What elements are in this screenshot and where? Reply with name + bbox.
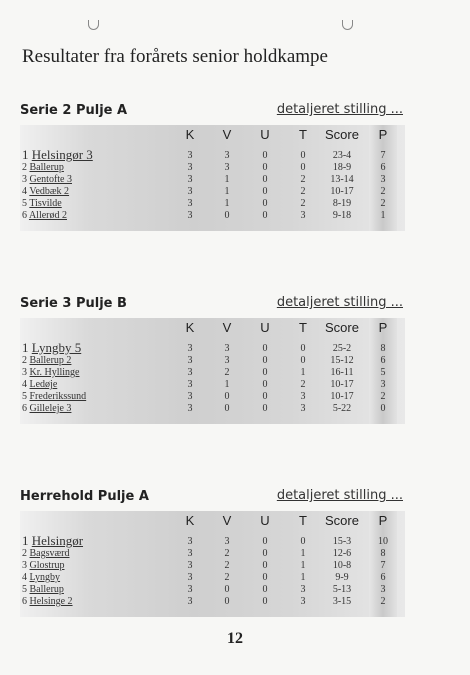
- stat-cell: 6: [380, 162, 386, 173]
- stat-cell: 8-19: [332, 198, 352, 209]
- section-serie-3-pulje-b: [20, 296, 405, 424]
- stat-cell: 2: [300, 379, 306, 390]
- stat-cell: 12-6: [332, 548, 352, 559]
- team-name-link[interactable]: Ballerup: [29, 584, 64, 595]
- team-name-link[interactable]: Helsinge 2: [29, 596, 73, 607]
- standings-table: [20, 511, 405, 617]
- stat-cell: 0: [262, 210, 268, 221]
- column-header: K: [185, 320, 195, 335]
- team-cell: [22, 198, 62, 209]
- column-header: K: [185, 513, 195, 528]
- team-cell: [22, 379, 57, 390]
- punch-hole-left: [88, 20, 99, 30]
- stat-cell: 0: [262, 379, 268, 390]
- stat-cell: 3: [187, 162, 193, 173]
- stat-cell: 0: [262, 198, 268, 209]
- stat-cell: 8: [380, 343, 386, 354]
- stat-cell: 2: [224, 572, 230, 583]
- stat-cell: 0: [262, 174, 268, 185]
- column-header: U: [260, 127, 270, 142]
- stat-cell: 3: [380, 379, 386, 390]
- stat-cell: 1: [380, 210, 386, 221]
- team-name-link[interactable]: Bagsværd: [29, 548, 70, 559]
- stat-cell: 3: [187, 596, 193, 607]
- stat-cell: 2: [380, 391, 386, 402]
- stat-cell: 0: [224, 596, 230, 607]
- stat-cell: 0: [224, 210, 230, 221]
- column-header: V: [222, 127, 232, 142]
- stat-cell: 0: [300, 150, 306, 161]
- stat-cell: 3: [187, 536, 193, 547]
- team-cell: [22, 355, 71, 366]
- team-name-link[interactable]: Gentofte 3: [29, 174, 72, 185]
- table-row: [20, 403, 405, 416]
- team-cell: [22, 596, 73, 607]
- section-serie-2-pulje-a: [20, 103, 405, 231]
- stat-cell: 9-9: [335, 572, 349, 583]
- stat-cell: 3: [380, 174, 386, 185]
- team-name-link[interactable]: Lyngby 5: [31, 340, 82, 355]
- punch-hole-right: [342, 20, 353, 30]
- stat-cell: 0: [262, 150, 268, 161]
- stat-cell: 3: [224, 162, 230, 173]
- stat-cell: 3: [187, 403, 193, 414]
- stat-cell: 2: [224, 367, 230, 378]
- stat-cell: 0: [224, 391, 230, 402]
- table-row: [20, 596, 405, 609]
- stat-cell: 2: [380, 596, 386, 607]
- rank: 5: [22, 584, 27, 595]
- stat-cell: 2: [300, 186, 306, 197]
- stat-cell: 13-14: [330, 174, 354, 185]
- table-row: [20, 340, 405, 353]
- stat-cell: 3: [224, 343, 230, 354]
- stat-cell: 0: [262, 391, 268, 402]
- stat-cell: 8: [380, 548, 386, 559]
- stat-cell: 0: [262, 403, 268, 414]
- team-cell: [22, 533, 83, 549]
- column-header: U: [260, 320, 270, 335]
- stat-cell: 3: [187, 186, 193, 197]
- column-header: P: [378, 127, 388, 142]
- stat-cell: 3: [187, 391, 193, 402]
- rank: 6: [22, 403, 27, 414]
- team-name-link[interactable]: Ballerup: [29, 162, 64, 173]
- team-name-link[interactable]: Glostrup: [29, 560, 65, 571]
- team-name-link[interactable]: Kr. Hyllinge: [29, 367, 80, 378]
- table-row: [20, 533, 405, 546]
- stat-cell: 0: [262, 355, 268, 366]
- standings-table: [20, 318, 405, 424]
- stat-cell: 3: [224, 355, 230, 366]
- team-name-link[interactable]: Gilleleje 3: [29, 403, 72, 414]
- rank: 2: [22, 162, 27, 173]
- section-title: Serie 2 Pulje A: [20, 103, 128, 118]
- stat-cell: 0: [300, 343, 306, 354]
- stat-cell: 25-2: [332, 343, 352, 354]
- standings-table: [20, 125, 405, 231]
- rank: 3: [22, 560, 27, 571]
- stat-cell: 7: [380, 560, 386, 571]
- rank: 3: [22, 367, 27, 378]
- stat-cell: 10-8: [332, 560, 352, 571]
- stat-cell: 0: [262, 572, 268, 583]
- rank: 2: [22, 355, 27, 366]
- column-header: T: [299, 320, 307, 335]
- rank: 1: [22, 340, 29, 355]
- stat-cell: 0: [262, 536, 268, 547]
- team-cell: [22, 548, 70, 559]
- stat-cell: 23-4: [332, 150, 352, 161]
- rank: 1: [22, 533, 29, 548]
- stat-cell: 3: [224, 536, 230, 547]
- team-name-link[interactable]: Helsingør: [31, 533, 84, 548]
- stat-cell: 18-9: [332, 162, 352, 173]
- rank: 5: [22, 391, 27, 402]
- stat-cell: 1: [224, 379, 230, 390]
- stat-cell: 1: [300, 548, 306, 559]
- column-header: Score: [325, 513, 359, 528]
- stat-cell: 9-18: [332, 210, 352, 221]
- detailed-standings-link[interactable]: detaljeret stilling ...: [276, 102, 403, 117]
- team-name-link[interactable]: Allerød 2: [28, 210, 67, 221]
- column-header: T: [299, 127, 307, 142]
- stat-cell: 3: [187, 548, 193, 559]
- stat-cell: 3: [300, 584, 306, 595]
- stat-cell: 0: [224, 584, 230, 595]
- stat-cell: 1: [224, 174, 230, 185]
- team-name-link[interactable]: Frederikssund: [29, 391, 87, 402]
- rank: 1: [22, 147, 29, 162]
- column-header: U: [260, 513, 270, 528]
- team-cell: [22, 147, 93, 163]
- stat-cell: 5-22: [332, 403, 352, 414]
- table-row: [20, 147, 405, 160]
- stat-cell: 10-17: [330, 379, 354, 390]
- team-name-link[interactable]: Ledøje: [29, 379, 58, 390]
- stat-cell: 1: [224, 198, 230, 209]
- stat-cell: 2: [300, 174, 306, 185]
- stat-cell: 2: [224, 548, 230, 559]
- stat-cell: 1: [300, 367, 306, 378]
- stat-cell: 0: [224, 403, 230, 414]
- stat-cell: 16-11: [330, 367, 354, 378]
- section-header: [20, 103, 405, 123]
- stat-cell: 15-3: [332, 536, 352, 547]
- rank: 2: [22, 548, 27, 559]
- stat-cell: 0: [262, 186, 268, 197]
- stat-cell: 0: [262, 343, 268, 354]
- stat-cell: 3: [187, 355, 193, 366]
- page-number: 12: [227, 630, 243, 647]
- team-cell: [22, 572, 60, 583]
- team-cell: [22, 186, 69, 197]
- team-cell: [22, 403, 71, 414]
- stat-cell: 3: [187, 560, 193, 571]
- section-title: Herrehold Pulje A: [20, 489, 149, 504]
- column-header: Score: [325, 127, 359, 142]
- team-name-link[interactable]: Vedbæk 2: [29, 186, 70, 197]
- team-name-link[interactable]: Ballerup 2: [29, 355, 72, 366]
- team-cell: [22, 584, 64, 595]
- stat-cell: 0: [262, 584, 268, 595]
- stat-cell: 2: [224, 560, 230, 571]
- stat-cell: 10: [378, 536, 388, 547]
- stat-cell: 1: [300, 572, 306, 583]
- stat-cell: 0: [300, 536, 306, 547]
- stat-cell: 3: [187, 210, 193, 221]
- stat-cell: 1: [300, 560, 306, 571]
- page-title: Resultater fra forårets senior holdkampe: [22, 46, 328, 67]
- stat-cell: 6: [380, 355, 386, 366]
- stat-cell: 3: [300, 391, 306, 402]
- column-header: P: [378, 513, 388, 528]
- rank: 4: [22, 186, 27, 197]
- section-title: Serie 3 Pulje B: [20, 296, 127, 311]
- stat-cell: 0: [380, 403, 386, 414]
- stat-cell: 5-13: [332, 584, 352, 595]
- stat-cell: 5: [380, 367, 386, 378]
- stat-cell: 3: [187, 174, 193, 185]
- team-cell: [22, 391, 86, 402]
- stat-cell: 3: [187, 343, 193, 354]
- stat-cell: 0: [262, 367, 268, 378]
- stat-cell: 3-15: [332, 596, 352, 607]
- section-header: [20, 489, 405, 509]
- stat-cell: 3: [300, 596, 306, 607]
- stat-cell: 10-17: [330, 186, 354, 197]
- table-row: [20, 210, 405, 223]
- rank: 4: [22, 572, 27, 583]
- stat-cell: 7: [380, 150, 386, 161]
- team-name-link[interactable]: Tisvilde: [29, 198, 62, 209]
- stat-cell: 0: [262, 548, 268, 559]
- team-cell: [22, 560, 65, 571]
- stat-cell: 0: [262, 596, 268, 607]
- detailed-standings-link[interactable]: detaljeret stilling ...: [276, 295, 403, 310]
- stat-cell: 3: [300, 210, 306, 221]
- column-header: K: [185, 127, 195, 142]
- team-name-link[interactable]: Lyngby: [29, 572, 61, 583]
- team-name-link[interactable]: Helsingør 3: [31, 147, 93, 162]
- rank: 3: [22, 174, 27, 185]
- stat-cell: 10-17: [330, 391, 354, 402]
- section-herrehold-pulje-a: [20, 489, 405, 617]
- rank: 6: [22, 596, 27, 607]
- stat-cell: 1: [224, 186, 230, 197]
- team-cell: [22, 340, 81, 356]
- column-header: V: [222, 513, 232, 528]
- column-header: V: [222, 320, 232, 335]
- stat-cell: 3: [187, 150, 193, 161]
- team-cell: [22, 174, 72, 185]
- column-header: P: [378, 320, 388, 335]
- column-header: Score: [325, 320, 359, 335]
- stat-cell: 2: [380, 186, 386, 197]
- stat-cell: 0: [300, 355, 306, 366]
- stat-cell: 2: [380, 198, 386, 209]
- stat-cell: 3: [380, 584, 386, 595]
- column-header: T: [299, 513, 307, 528]
- stat-cell: 3: [187, 572, 193, 583]
- team-cell: [22, 162, 64, 173]
- rank: 5: [22, 198, 27, 209]
- stat-cell: 3: [187, 379, 193, 390]
- team-cell: [22, 210, 67, 221]
- stat-cell: 15-12: [330, 355, 354, 366]
- detailed-standings-link[interactable]: detaljeret stilling ...: [276, 488, 403, 503]
- section-header: [20, 296, 405, 316]
- rank: 6: [22, 210, 27, 221]
- stat-cell: 3: [187, 367, 193, 378]
- stat-cell: 3: [187, 198, 193, 209]
- stat-cell: 2: [300, 198, 306, 209]
- stat-cell: 0: [262, 560, 268, 571]
- stat-cell: 0: [262, 162, 268, 173]
- team-cell: [22, 367, 80, 378]
- stat-cell: 6: [380, 572, 386, 583]
- rank: 4: [22, 379, 27, 390]
- stat-cell: 3: [187, 584, 193, 595]
- stat-cell: 3: [300, 403, 306, 414]
- stat-cell: 3: [224, 150, 230, 161]
- stat-cell: 0: [300, 162, 306, 173]
